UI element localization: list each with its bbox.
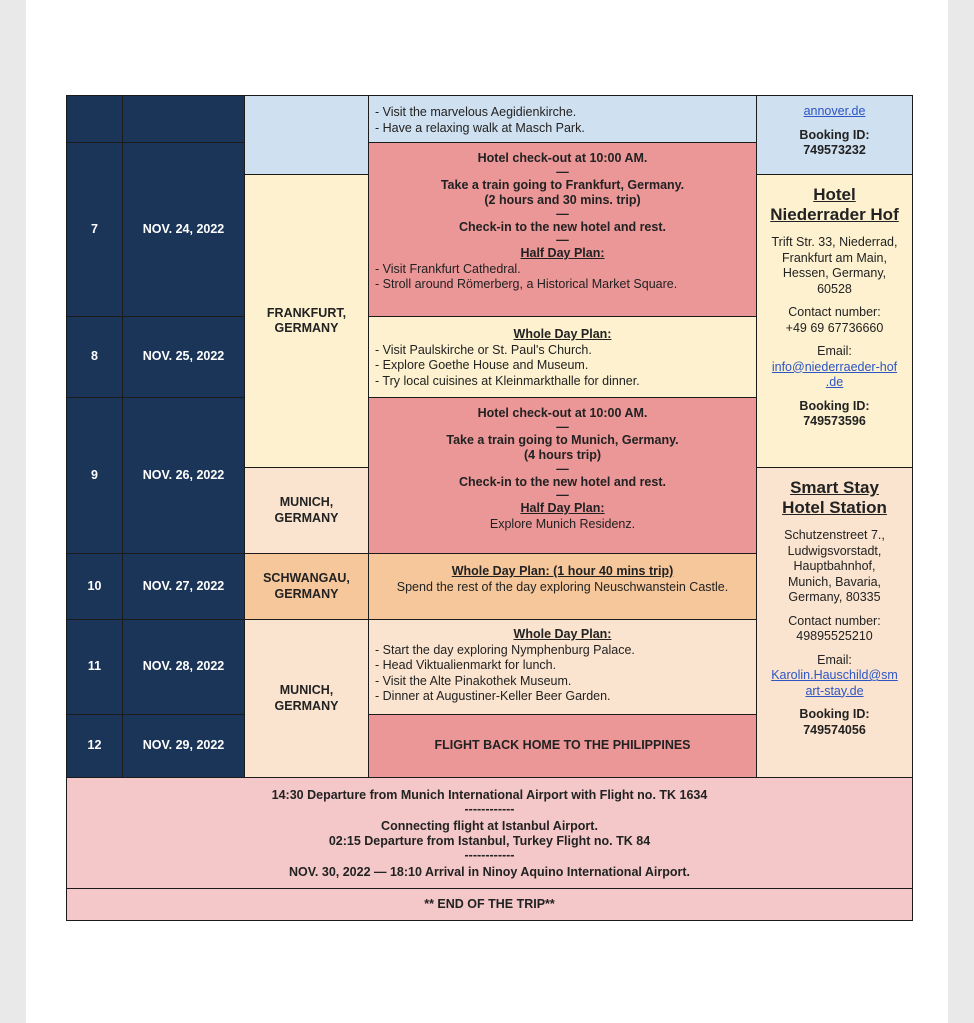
day-cell-empty xyxy=(66,95,123,143)
hotel-prev-link[interactable]: annover.de xyxy=(803,104,866,118)
end-of-trip: ** END OF THE TRIP** xyxy=(66,888,913,921)
day-cell: 9 xyxy=(66,397,123,554)
plan-day-7: Hotel check-out at 10:00 AM. — Take a train going to Frankfurt, Germany. (2 hours and 30 mins. trip) — Check-in to the new hotel and rest. — Half Day Plan: - Visit Frankfurt Cathedral. - Stroll around Römerberg, a Historical Market Square. xyxy=(368,142,757,317)
day-cell: 10 xyxy=(66,553,123,620)
hotel-name: Hotel Niederrader Hof xyxy=(770,185,899,224)
city-frankfurt: FRANKFURT, GERMANY xyxy=(244,174,369,468)
day-cell: 12 xyxy=(66,714,123,778)
hotel-prev: annover.de Booking ID: 749573232 xyxy=(756,95,913,175)
plan-day-12: FLIGHT BACK HOME TO THE PHILIPPINES xyxy=(368,714,757,778)
date-cell: NOV. 25, 2022 xyxy=(122,316,245,398)
date-cell: NOV. 26, 2022 xyxy=(122,397,245,554)
hotel-name: Smart Stay Hotel Station xyxy=(782,478,887,517)
date-cell: NOV. 29, 2022 xyxy=(122,714,245,778)
plan-day-8: Whole Day Plan: - Visit Paulskirche or St. Paul's Church. - Explore Goethe House and Museum. - Try local cuisines at Kleinmarkthalle for dinner. xyxy=(368,316,757,398)
day-cell: 8 xyxy=(66,316,123,398)
plan-day-9: Hotel check-out at 10:00 AM. — Take a train going to Munich, Germany. (4 hours trip) — Check-in to the new hotel and rest. — Half Day Plan: Explore Munich Residenz. xyxy=(368,397,757,554)
plan-day-10: Whole Day Plan: (1 hour 40 mins trip) Spend the rest of the day exploring Neuschwanstein Castle. xyxy=(368,553,757,620)
hotel-email-link[interactable]: Karolin.Hauschild@sm art-stay.de xyxy=(771,668,898,698)
day-cell: 11 xyxy=(66,619,123,715)
hotel-munich: Smart Stay Hotel Station Schutzenstreet 7., Ludwigsvorstadt, Hauptbahnhof, Munich, Bavaria, Germany, 80335 Contact number: 49895525210 Email: Karolin.Hauschild@sm art-stay.de Booking ID: 749574056 xyxy=(756,467,913,778)
plan-prev-day: - Visit the marvelous Aegidienkirche. - Have a relaxing walk at Masch Park. xyxy=(368,95,757,143)
date-cell: NOV. 24, 2022 xyxy=(122,142,245,317)
city-cell-prev xyxy=(244,95,369,175)
date-cell: NOV. 27, 2022 xyxy=(122,553,245,620)
plan-day-11: Whole Day Plan: - Start the day exploring Nymphenburg Palace. - Head Viktualienmarkt for lunch. - Visit the Alte Pinakothek Museum. - Dinner at Augustiner-Keller Beer Garden. xyxy=(368,619,757,715)
date-cell-empty xyxy=(122,95,245,143)
itinerary-page xyxy=(26,0,948,1023)
city-munich: MUNICH, GERMANY xyxy=(244,467,369,554)
date-cell: NOV. 28, 2022 xyxy=(122,619,245,715)
hotel-frankfurt: Hotel Niederrader Hof Trift Str. 33, Niederrad, Frankfurt am Main, Hessen, Germany, 60528 Contact number: +49 69 67736660 Email: info@niederraeder-hof .de Booking ID: 749573596 xyxy=(756,174,913,468)
hotel-email-link[interactable]: info@niederraeder-hof .de xyxy=(771,359,898,389)
city-schwangau: SCHWANGAU, GERMANY xyxy=(244,553,369,620)
city-munich: MUNICH, GERMANY xyxy=(244,619,369,778)
day-cell: 7 xyxy=(66,142,123,317)
flight-info: 14:30 Departure from Munich International Airport with Flight no. TK 1634 ------------ Connecting flight at Istanbul Airport. 02:15 Departure from Istanbul, Turkey Flight no. TK 84 ------------ NOV. 30, 2022 — 18:10 Arrival in Ninoy Aquino International Airport. xyxy=(66,777,913,889)
